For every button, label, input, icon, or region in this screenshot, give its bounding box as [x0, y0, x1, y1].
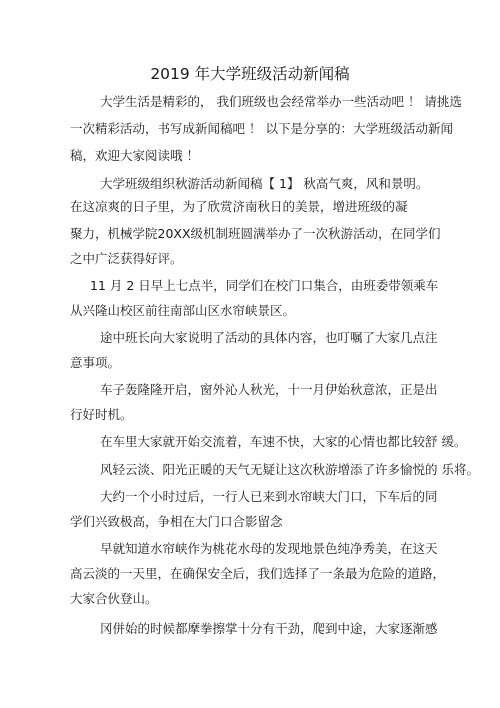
- body-line: 车子轰隆隆开启，窗外沁人秋光，十一月伊始秋意浓，正是出: [100, 382, 438, 397]
- body-line: 途中班长向大家说明了活动的具体内容，也叮嘱了大家几点注: [100, 330, 438, 345]
- body-line: 聚力，机械学院20XX级机制班圆满举办了一次秋游活动，在同学们: [70, 226, 441, 241]
- body-line: 学们兴致极高，争相在大门口合影留念: [70, 514, 283, 529]
- body-line: 之中广泛获得好评。: [70, 251, 183, 266]
- body-line: 行好时机。: [70, 407, 133, 422]
- body-line: 高云淡的一天里，在确保安全后，我们选择了一条最为危险的道路，: [70, 566, 446, 581]
- body-line: 早就知道水帘峡作为桃花水母的发现地景色纯净秀美，在这天: [100, 541, 438, 556]
- body-line: 大约一个小时过后，一行人已来到水帘峡大门口，下车后的同: [100, 489, 438, 504]
- body-line: 大家合伙登山。: [70, 591, 158, 606]
- body-line: 一次精彩活动，书写成新闻稿吧 ！ 以下是分享的：大学班级活动新闻: [70, 121, 453, 136]
- body-line: 大学班级组织秋游活动新闻稿【 1】 秋高气爽，风和景明。: [100, 176, 429, 191]
- body-line: 冈併始的时候都摩拳擦掌十分有干劲，爬到中途，大家逐渐感: [100, 621, 438, 636]
- body-line: 意事项。: [70, 355, 121, 370]
- body-line: 11 月 2 日早上七点半，同学们在校门口集合，由班委带领乘车: [90, 278, 439, 293]
- body-line: 稿，欢迎大家阅读哦 ！: [70, 148, 199, 163]
- body-line: 在车里大家就开始交流着，车速不快，大家的心情也都比较舒 缓。: [100, 434, 467, 449]
- document-title: 2019 年大学班级活动新闻稿: [150, 65, 350, 83]
- body-line: 从兴隆山校区前往南部山区水帘峡景区。: [70, 303, 296, 318]
- body-line: 风轻云淡、阳光正暖的天气无疑让这次秋游增添了许多愉悦的 乐将。: [100, 462, 479, 477]
- body-line: 在这凉爽的日子里，为了欣赏济南秋日的美景，增进班级的凝: [70, 199, 408, 214]
- body-line: 大学生活是精彩的， 我们班级也会经常举办一些活动吧 ！ 请挑选: [100, 94, 462, 109]
